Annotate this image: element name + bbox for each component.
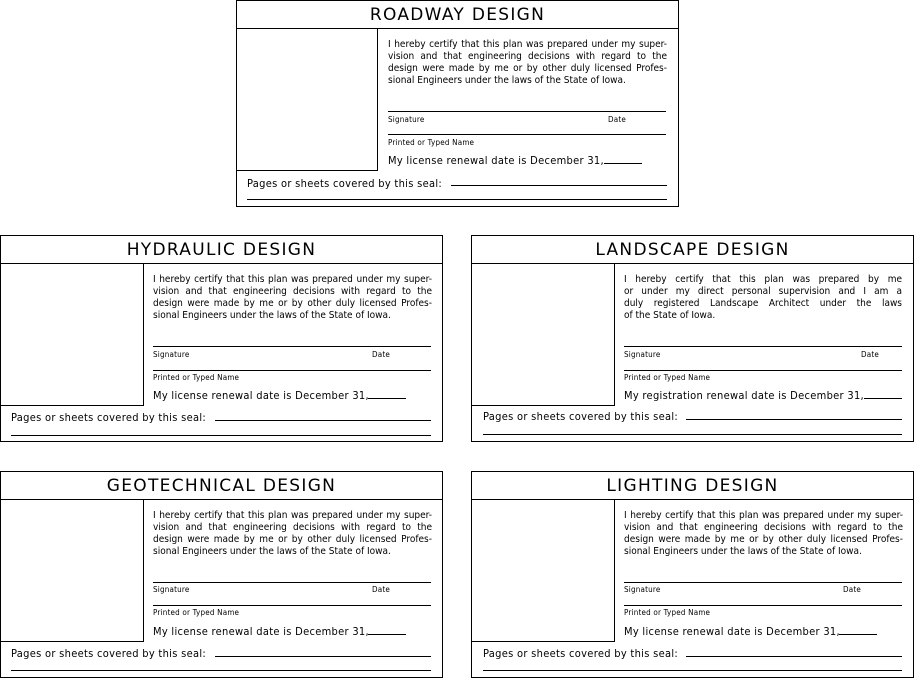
signature-label: Signature bbox=[153, 350, 190, 359]
pages-covered-line-2[interactable] bbox=[11, 435, 431, 436]
signature-line[interactable] bbox=[153, 346, 431, 347]
pages-covered-label: Pages or sheets covered by this seal: bbox=[247, 177, 443, 190]
renewal-date-text: My license renewal date is December 31, bbox=[153, 625, 369, 638]
pages-covered-line[interactable] bbox=[451, 185, 667, 186]
certification-text: I hereby certify that this plan was prepared by me or under my direct personal supervision and I am a duly registered Landscape Architect under the laws of the State of Iowa. bbox=[624, 274, 902, 321]
pages-covered-line[interactable] bbox=[215, 656, 431, 657]
certification-text: I hereby certify that this plan was prepared under my super- vision and that engineering decisions with regard to the design were made by me or by other duly licensed Profes- sional Engineers under the laws of the State of Iowa. bbox=[624, 510, 903, 557]
geotechnical-design-block bbox=[0, 471, 443, 678]
signature-label: Signature bbox=[624, 585, 661, 594]
renewal-date-line[interactable] bbox=[864, 398, 902, 399]
printed-name-line[interactable] bbox=[624, 370, 902, 371]
signature-label: Signature bbox=[388, 115, 425, 124]
pages-covered-line[interactable] bbox=[215, 420, 431, 421]
pages-covered-line[interactable] bbox=[686, 419, 902, 420]
seal-area bbox=[472, 499, 615, 642]
hydraulic-design-block bbox=[0, 235, 443, 442]
printed-name-line[interactable] bbox=[153, 370, 431, 371]
signature-label: Signature bbox=[153, 585, 190, 594]
pages-covered-label: Pages or sheets covered by this seal: bbox=[483, 647, 679, 660]
printed-name-label: Printed or Typed Name bbox=[624, 608, 711, 617]
signature-line[interactable] bbox=[624, 346, 902, 347]
pages-covered-label: Pages or sheets covered by this seal: bbox=[11, 647, 207, 660]
pages-covered-line-2[interactable] bbox=[483, 434, 902, 435]
printed-name-line[interactable] bbox=[153, 605, 431, 606]
seal-area bbox=[237, 28, 378, 171]
date-label: Date bbox=[608, 115, 627, 124]
printed-name-label: Printed or Typed Name bbox=[624, 373, 711, 382]
printed-name-label: Printed or Typed Name bbox=[388, 138, 475, 147]
pages-covered-label: Pages or sheets covered by this seal: bbox=[483, 410, 679, 423]
printed-name-line[interactable] bbox=[388, 134, 666, 135]
printed-name-label: Printed or Typed Name bbox=[153, 373, 240, 382]
renewal-date-line[interactable] bbox=[604, 163, 642, 164]
printed-name-line[interactable] bbox=[624, 605, 902, 606]
signature-line[interactable] bbox=[153, 582, 431, 583]
date-label: Date bbox=[843, 585, 862, 594]
date-label: Date bbox=[372, 585, 391, 594]
renewal-date-line[interactable] bbox=[368, 634, 406, 635]
pages-covered-label: Pages or sheets covered by this seal: bbox=[11, 411, 207, 424]
renewal-date-line[interactable] bbox=[839, 634, 877, 635]
block-title: LANDSCAPE DESIGN bbox=[472, 236, 913, 264]
block-title: LIGHTING DESIGN bbox=[472, 472, 913, 500]
date-label: Date bbox=[861, 350, 880, 359]
signature-line[interactable] bbox=[388, 111, 666, 112]
certification-text: I hereby certify that this plan was prepared under my super- vision and that engineering decisions with regard to the design were made by me or by other duly licensed Profes- sional Engineers under the laws of the State of Iowa. bbox=[153, 510, 432, 557]
block-title: ROADWAY DESIGN bbox=[237, 1, 678, 29]
seal-area bbox=[1, 499, 144, 642]
pages-covered-line-2[interactable] bbox=[11, 670, 431, 671]
seal-area bbox=[1, 263, 144, 406]
renewal-date-text: My registration renewal date is December 31, bbox=[624, 389, 864, 402]
block-title: GEOTECHNICAL DESIGN bbox=[1, 472, 442, 500]
pages-covered-line-2[interactable] bbox=[483, 670, 902, 671]
renewal-date-text: My license renewal date is December 31, bbox=[388, 154, 604, 167]
seal-area bbox=[472, 263, 615, 406]
printed-name-label: Printed or Typed Name bbox=[153, 608, 240, 617]
renewal-date-line[interactable] bbox=[368, 398, 406, 399]
signature-line[interactable] bbox=[624, 582, 902, 583]
renewal-date-text: My license renewal date is December 31, bbox=[624, 625, 840, 638]
renewal-date-text: My license renewal date is December 31, bbox=[153, 389, 369, 402]
landscape-design-block bbox=[471, 235, 914, 442]
lighting-design-block bbox=[471, 471, 914, 678]
certification-text: I hereby certify that this plan was prepared under my super- vision and that engineering decisions with regard to the design were made by me or by other duly licensed Profes- sional Engineers under the laws of the State of Iowa. bbox=[388, 39, 667, 86]
roadway-design-block bbox=[236, 0, 679, 207]
block-title: HYDRAULIC DESIGN bbox=[1, 236, 442, 264]
signature-label: Signature bbox=[624, 350, 661, 359]
certification-text: I hereby certify that this plan was prepared under my super- vision and that engineering decisions with regard to the design were made by me or by other duly licensed Profes- sional Engineers under the laws of the State of Iowa. bbox=[153, 274, 432, 321]
pages-covered-line-2[interactable] bbox=[247, 199, 667, 200]
pages-covered-line[interactable] bbox=[686, 656, 902, 657]
date-label: Date bbox=[372, 350, 391, 359]
